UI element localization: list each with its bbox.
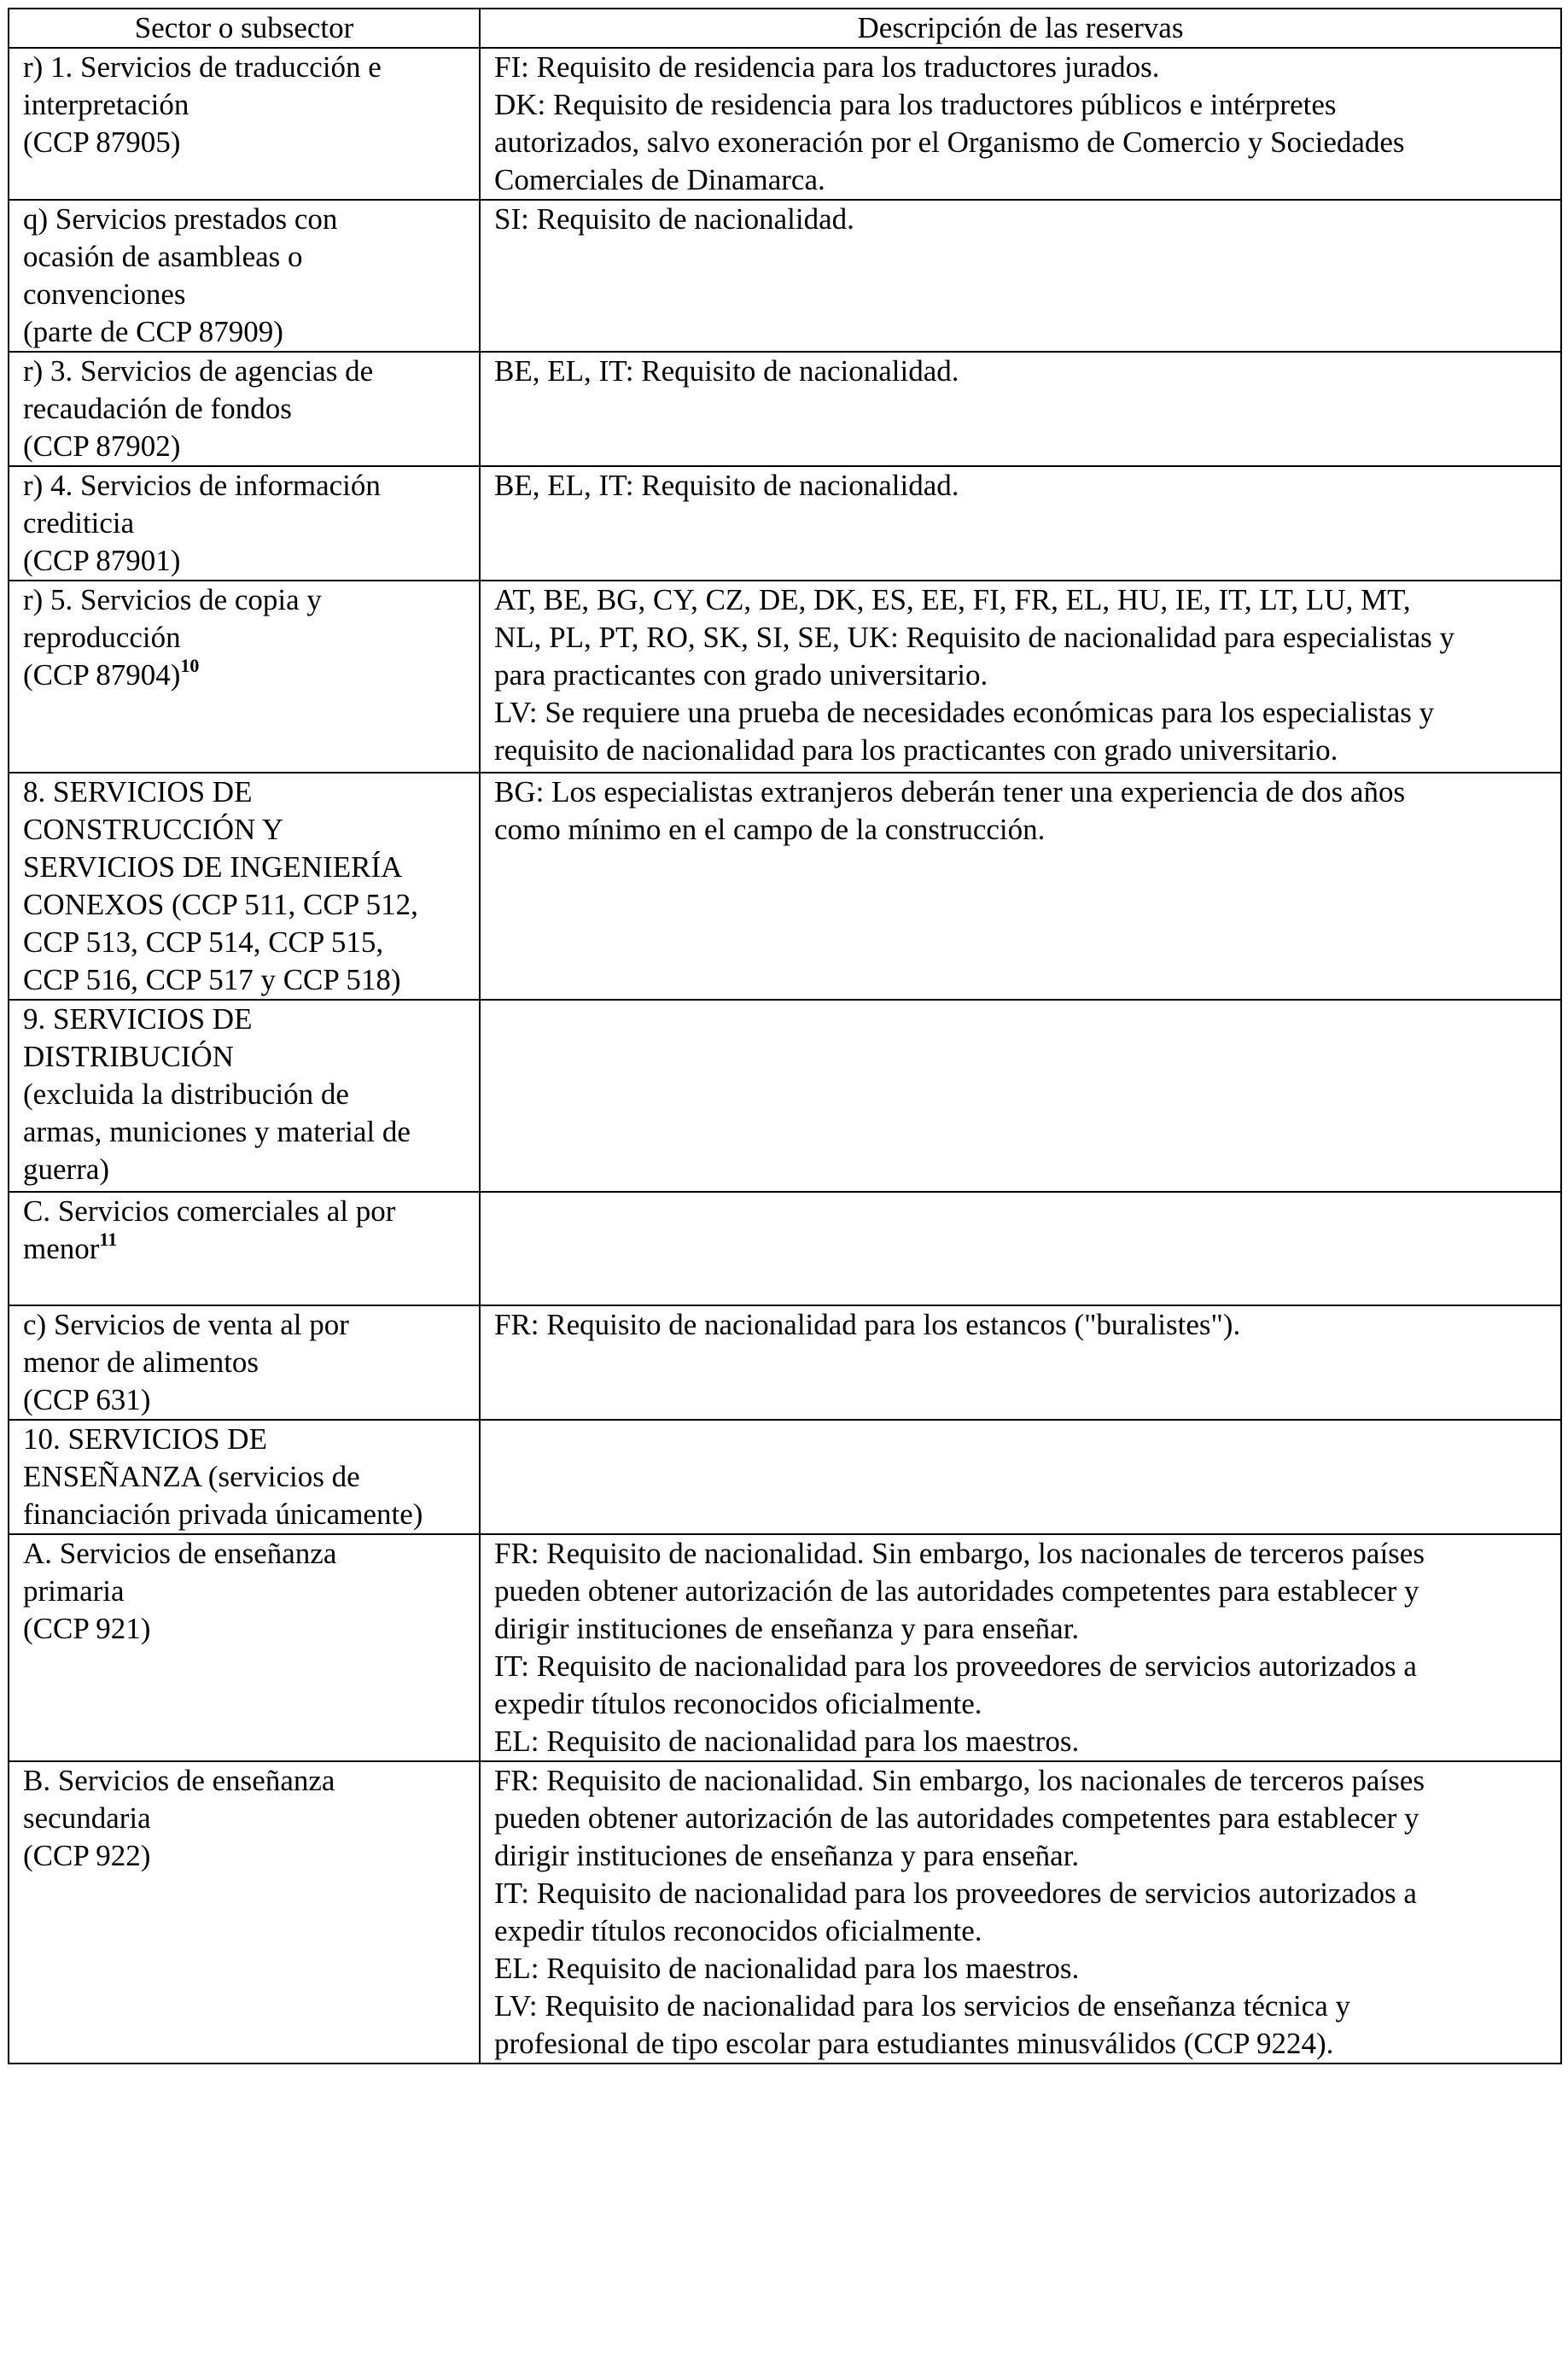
sector-line (23, 581, 465, 619)
description-line: autorizados, salvo exoneración por el Organismo de Comercio y Sociedades (494, 126, 1405, 159)
table-row (9, 1534, 1561, 1761)
description-line: BG: Los especialistas extranjeros deberán tener una experiencia de dos años (494, 775, 1406, 808)
sector-line-text: r) 3. Servicios de agencias de (23, 354, 374, 388)
sector-line (23, 1306, 465, 1344)
description-line: BE, EL, IT: Requisito de nacionalidad. (494, 469, 959, 502)
sector-line (23, 505, 465, 542)
description-line: pueden obtener autorización de las autoridades competentes para establecer y (494, 1801, 1419, 1835)
sector-line-text: primaria (23, 1574, 125, 1608)
sector-line (23, 1344, 465, 1381)
description-line: para practicantes con grado universitario. (494, 658, 988, 692)
sector-cell (9, 773, 480, 1000)
description-line: BE, EL, IT: Requisito de nacionalidad. (494, 354, 959, 388)
table-row (9, 581, 1561, 773)
description-line: EL: Requisito de nacionalidad para los maestros. (494, 1725, 1080, 1758)
sector-line (23, 1573, 465, 1610)
description-line: FR: Requisito de nacionalidad para los estancos ("buralistes"). (494, 1308, 1241, 1341)
sector-line (23, 1038, 465, 1076)
sector-line (23, 1496, 465, 1533)
sector-line-text: 8. SERVICIOS DE (23, 775, 253, 808)
description-line: IT: Requisito de nacionalidad para los proveedores de servicios autorizados a (494, 1649, 1417, 1683)
sector-line (23, 124, 465, 161)
sector-line (23, 961, 465, 999)
sector-line (23, 1800, 465, 1837)
sector-line-text: convenciones (23, 277, 186, 311)
sector-line (23, 924, 465, 961)
sector-line-text: q) Servicios prestados con (23, 202, 338, 236)
description-line: como mínimo en el campo de la construcción. (494, 813, 1046, 846)
description-cell (480, 1000, 1561, 1192)
sector-line-text: 10. SERVICIOS DE (23, 1422, 267, 1456)
description-line: dirigir instituciones de enseñanza y para enseñar. (494, 1612, 1080, 1645)
sector-line-text: c) Servicios de venta al por (23, 1308, 349, 1341)
header-sector: Sector o subsector (9, 9, 480, 48)
sector-line-text: (CCP 87901) (23, 544, 181, 577)
sector-cell (9, 1192, 480, 1305)
sector-line (23, 201, 465, 238)
sector-cell (9, 466, 480, 581)
table-row (9, 1761, 1561, 2064)
sector-line (23, 428, 465, 465)
sector-line (23, 1610, 465, 1648)
sector-line (23, 467, 465, 505)
description-cell (480, 1420, 1561, 1534)
description-line: FI: Requisito de residencia para los traductores jurados. (494, 50, 1160, 84)
sector-line (23, 1535, 465, 1573)
sector-line-text: menor de alimentos (23, 1346, 259, 1379)
sector-line-text: guerra) (23, 1153, 110, 1186)
table-body (9, 48, 1561, 2064)
sector-line-text: CCP 516, CCP 517 y CCP 518) (23, 963, 401, 996)
description-line: profesional de tipo escolar para estudiantes minusválidos (CCP 9224). (494, 2027, 1334, 2060)
description-line: expedir títulos reconocidos oficialmente. (494, 1914, 982, 1947)
sector-cell (9, 1761, 480, 2064)
sector-line-text: financiación privada únicamente) (23, 1497, 423, 1531)
table-row (9, 1305, 1561, 1420)
sector-line (23, 811, 465, 849)
description-line: requisito de nacionalidad para los practicantes con grado universitario. (494, 733, 1338, 767)
sector-line (23, 542, 465, 580)
table-row (9, 773, 1561, 1000)
description-cell (480, 1192, 1561, 1305)
sector-line-text: crediticia (23, 506, 135, 540)
sector-line-text: secundaria (23, 1801, 151, 1835)
description-cell (480, 352, 1561, 466)
sector-line (23, 1230, 465, 1268)
sector-line-text: menor (23, 1232, 100, 1265)
description-cell (480, 1534, 1561, 1761)
table-row (9, 1420, 1561, 1534)
sector-cell (9, 48, 480, 200)
sector-line (23, 238, 465, 276)
sector-line-text: armas, municiones y material de (23, 1115, 411, 1148)
description-line: LV: Se requiere una prueba de necesidades económicas para los especialistas y (494, 696, 1435, 729)
description-cell (480, 466, 1561, 581)
sector-line (23, 1076, 465, 1113)
sector-line (23, 619, 465, 657)
description-line: Comerciales de Dinamarca. (494, 163, 825, 196)
description-line: DK: Requisito de residencia para los traductores públicos e intérpretes (494, 88, 1337, 121)
sector-line (23, 1381, 465, 1419)
description-line: expedir títulos reconocidos oficialmente. (494, 1687, 982, 1720)
sector-line (23, 1421, 465, 1458)
sector-line-text: r) 1. Servicios de traducción e (23, 50, 382, 84)
description-line: SI: Requisito de nacionalidad. (494, 202, 854, 236)
sector-line (23, 849, 465, 886)
description-cell (480, 581, 1561, 773)
sector-line-text: CONEXOS (CCP 511, CCP 512, (23, 888, 418, 921)
sector-line (23, 657, 465, 694)
sector-line (23, 1762, 465, 1800)
sector-line (23, 1837, 465, 1875)
description-line: IT: Requisito de nacionalidad para los proveedores de servicios autorizados a (494, 1877, 1417, 1910)
sector-line (23, 1193, 465, 1230)
sector-line-text: DISTRIBUCIÓN (23, 1040, 234, 1073)
sector-line (23, 390, 465, 428)
sector-line-text: ocasión de asambleas o (23, 240, 303, 273)
sector-line-text: B. Servicios de enseñanza (23, 1764, 335, 1797)
sector-line-text: C. Servicios comerciales al por (23, 1194, 396, 1228)
table-header-row (9, 9, 1561, 48)
sector-line-text: (CCP 921) (23, 1612, 151, 1645)
description-line: NL, PL, PT, RO, SK, SI, SE, UK: Requisito de nacionalidad para especialistas y (494, 621, 1455, 654)
sector-line (23, 886, 465, 924)
table-row (9, 1000, 1561, 1192)
sector-line-text: r) 4. Servicios de información (23, 469, 381, 502)
sector-line-text: ENSEÑANZA (servicios de (23, 1460, 360, 1493)
sector-line-text: A. Servicios de enseñanza (23, 1537, 337, 1570)
sector-line (23, 1001, 465, 1038)
sector-line-text: CONSTRUCCIÓN Y (23, 813, 283, 846)
sector-line-text: recaudación de fondos (23, 392, 292, 425)
sector-line (23, 1458, 465, 1496)
sector-line (23, 313, 465, 351)
sector-cell (9, 352, 480, 466)
footnote-marker: 11 (99, 1229, 118, 1251)
description-cell (480, 1761, 1561, 2064)
sector-cell (9, 1534, 480, 1761)
table-row (9, 48, 1561, 200)
sector-cell (9, 1000, 480, 1192)
sector-cell (9, 1305, 480, 1420)
sector-line-text: r) 5. Servicios de copia y (23, 583, 322, 616)
description-cell (480, 48, 1561, 200)
reservations-document (8, 8, 1560, 2064)
sector-line-text: SERVICIOS DE INGENIERÍA (23, 850, 403, 884)
sector-line-text: interpretación (23, 88, 189, 121)
sector-line-text: (parte de CCP 87909) (23, 315, 283, 348)
sector-line-text: CCP 513, CCP 514, CCP 515, (23, 925, 384, 959)
sector-line (23, 773, 465, 811)
description-line: dirigir instituciones de enseñanza y para enseñar. (494, 1839, 1080, 1872)
sector-line-text: (CCP 922) (23, 1839, 151, 1872)
description-line: EL: Requisito de nacionalidad para los maestros. (494, 1952, 1080, 1985)
sector-line (23, 353, 465, 390)
sector-line (23, 1113, 465, 1151)
sector-line-text: (CCP 87905) (23, 126, 181, 159)
sector-cell (9, 200, 480, 352)
sector-line-text: 9. SERVICIOS DE (23, 1002, 253, 1036)
sector-line (23, 86, 465, 124)
description-cell (480, 1305, 1561, 1420)
sector-cell (9, 581, 480, 773)
description-cell (480, 200, 1561, 352)
footnote-marker: 10 (180, 655, 200, 677)
sector-cell (9, 1420, 480, 1534)
sector-line-text: (CCP 631) (23, 1383, 151, 1416)
table-row (9, 466, 1561, 581)
sector-line-text: reproducción (23, 621, 181, 654)
header-description: Descripción de las reservas (480, 9, 1561, 48)
table-row (9, 1192, 1561, 1305)
description-line: FR: Requisito de nacionalidad. Sin embargo, los nacionales de terceros países (494, 1764, 1425, 1797)
sector-line (23, 1151, 465, 1188)
description-line: FR: Requisito de nacionalidad. Sin embargo, los nacionales de terceros países (494, 1537, 1425, 1570)
sector-line-text: (CCP 87902) (23, 429, 181, 463)
description-line: pueden obtener autorización de las autoridades competentes para establecer y (494, 1574, 1419, 1608)
description-line: AT, BE, BG, CY, CZ, DE, DK, ES, EE, FI, FR, EL, HU, IE, IT, LT, LU, MT, (494, 583, 1411, 616)
description-cell (480, 773, 1561, 1000)
reservations-table (8, 8, 1562, 2064)
description-line: LV: Requisito de nacionalidad para los servicios de enseñanza técnica y (494, 1989, 1350, 2023)
sector-line-text: (CCP 87904) (23, 658, 181, 692)
table-row (9, 200, 1561, 352)
sector-line (23, 49, 465, 86)
sector-line-text: (excluida la distribución de (23, 1077, 349, 1111)
table-row (9, 352, 1561, 466)
sector-line (23, 276, 465, 313)
